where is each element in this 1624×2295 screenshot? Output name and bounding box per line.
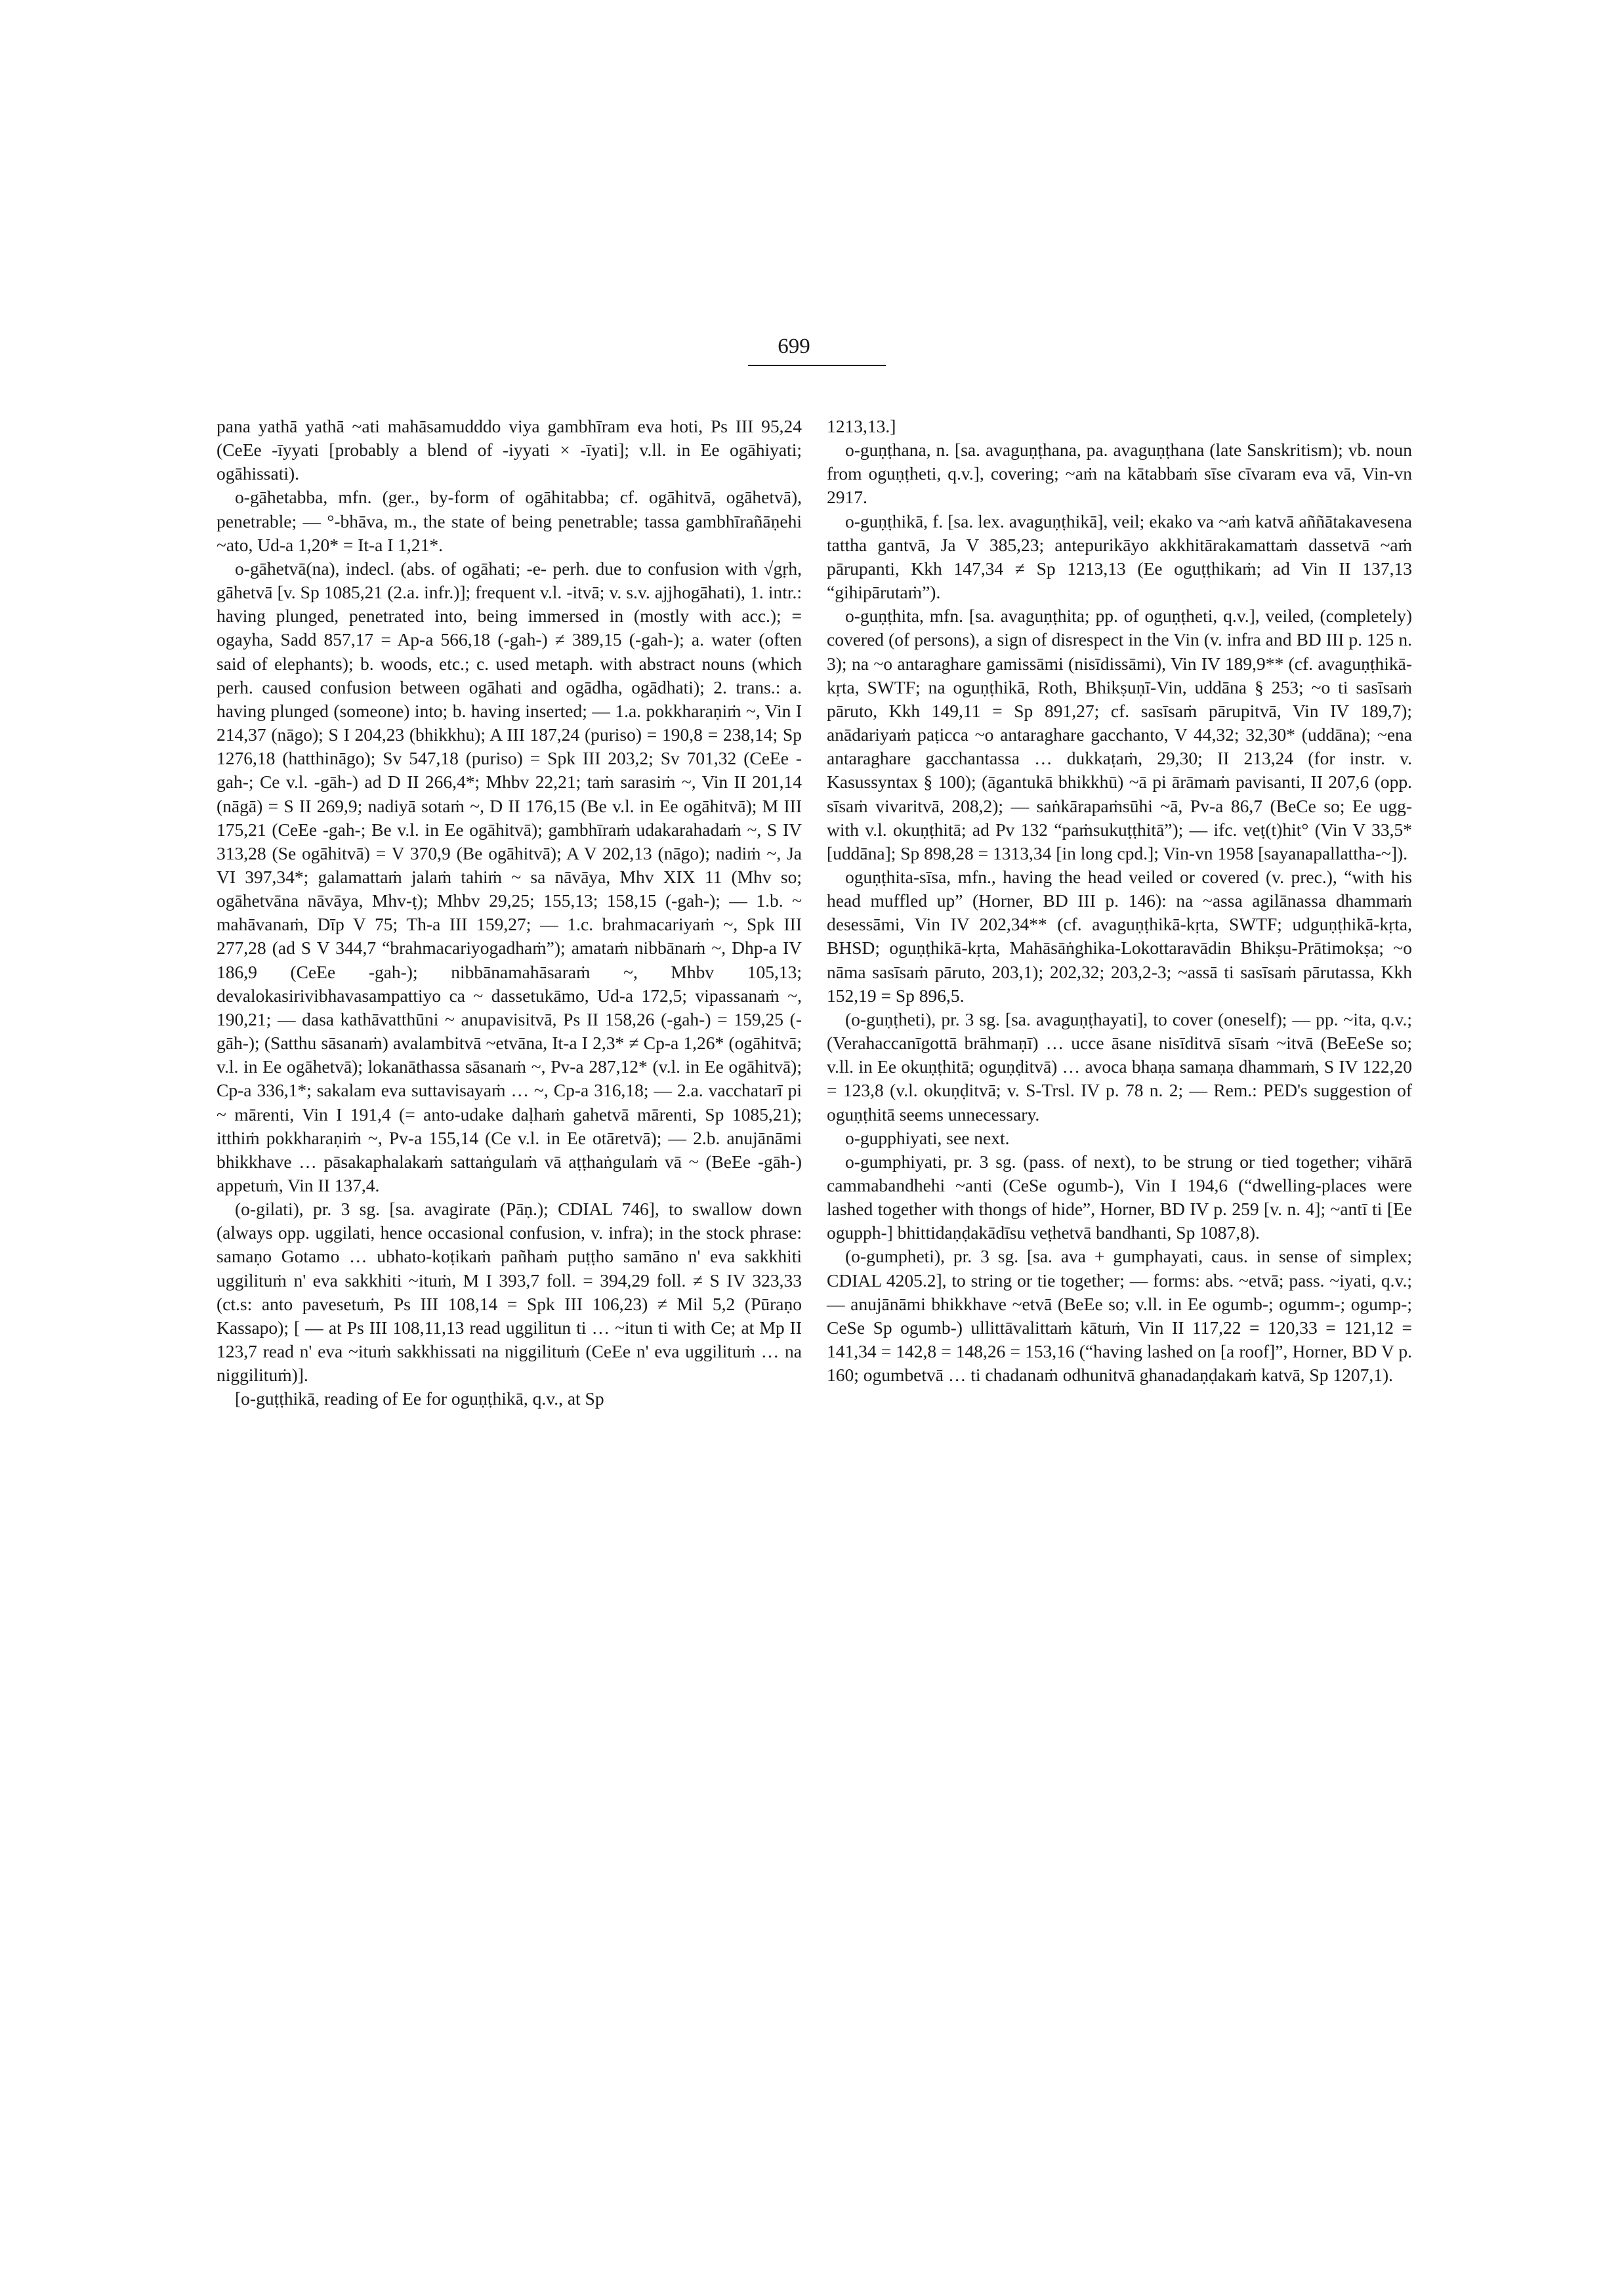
right-paragraph: 1213,13.] [827, 416, 896, 436]
right-paragraph: o-guṇṭhana, n. [sa. avaguṇṭhana, pa. avaguṇṭhana (late Sanskritism); vb. noun from oguṇṭheti, q.v.], covering; ~aṁ na kātabbaṁ sīse cīvaram eva vā, Vin-vn 2917. [827, 440, 1412, 508]
left-paragraph: o-gāhetvā(na), indecl. (abs. of ogāhati; -e- perh. due to confusion with √gṛh, gāhetvā [v. Sp 1085,21 (2.a. infr.)]; frequent v.l. -itvā; v. s.v. ajjhogāhati), 1. intr.: having plunged, penetrated into, being immersed in (mostly with acc.); = ogayha, Sadd 857,17 = Ap-a 566,18 (-gah-) ≠ 389,15 (-gah-); a. water (often said of elephants); b. woods, etc.; c. used metaph. with abstract nouns (which perh. caused confusion between ogāhati and ogādha, ogādhati); 2. trans.: a. having plunged (someone) into; b. having inserted; — 1.a. pokkharaṇiṁ ~, Vin I 214,37 (nāgo); S I 204,23 (bhikkhu); A III 187,24 (puriso) = 190,8 = 238,14; Sp 1276,18 (hatthināgo); Sv 547,18 (puriso) = Spk III 203,2; Sv 701,32 (CeEe -gah-; Ce v.l. -gāh-) ad D II 266,4*; Mhbv 22,21; taṁ sarasiṁ ~, Vin II 201,14 (nāgā) = S II 269,9; nadiyā sotaṁ ~, D II 176,15 (Be v.l. in Ee ogāhitvā); M III 175,21 (CeEe -gah-; Be v.l. in Ee ogāhitvā); gambhīraṁ udakarahadaṁ ~, S IV 313,28 (Se ogāhitvā) = V 370,9 (Be ogāhitvā); A V 202,13 (nāgo); nadiṁ ~, Ja VI 397,34*; galamattaṁ jalaṁ tahiṁ ~ sa nāvāya, Mhv XIX 11 (Mhv so; ogāhetvāna nāvāya, Mhv-ṭ); Mhbv 29,25; 155,13; 158,15 (-gah-); — 1.b. ~ mahāvanaṁ, Dīp V 75; Th-a III 159,27; — 1.c. brahmacariyaṁ ~, Spk III 277,28 (ad S V 344,7 “brahmacariyogadhaṁ”); amataṁ nibbānaṁ ~, Dhp-a IV 186,9 (CeEe -gah-); nibbānamahāsaraṁ ~, Mhbv 105,13; devalokasirivibhavasampattiyo ca ~ dassetukāmo, Ud-a 172,5; vipassanaṁ ~, 190,21; — dasa kathāvatthūni ~ anupavisitvā, Ps II 158,26 (-gah-) = 159,25 (-gāh-); (Satthu sāsanaṁ) avalambitvā ~etvāna, It-a I 2,3* ≠ Cp-a 1,26* (ogāhitvā; v.l. in Ee ogāhetvā); lokanāthassa sāsanaṁ ~, Pv-a 287,12* (v.l. in Ee ogāhitvā); Cp-a 336,1*; sakalam eva suttavisayaṁ … ~, Cp-a 316,18; — 2.a. vacchatarī pi ~ mārenti, Vin I 191,4 (= anto-udake daḷhaṁ gahetvā mārenti, Sp 1085,21); itthiṁ pokkharaṇiṁ ~, Pv-a 155,14 (Ce v.l. in Ee otāretvā); — 2.b. anujānāmi bhikkhave … pāsakaphalakaṁ sattaṅgulaṁ vā aṭṭhaṅgulaṁ vā ~ (BeEe -gāh-) appetuṁ, Vin II 137,4. [217, 558, 802, 1195]
left-paragraph: (o-gilati), pr. 3 sg. [sa. avagirate (Pāṇ.); CDIAL 746], to swallow down (always opp. uggilati, hence occasional confusion, v. infra); in the stock phrase: samaṇo Gotamo … ubhato-koṭikaṁ pañhaṁ puṭṭho samāno n' eva sakkhiti uggilituṁ n' eva sakkhiti ~ituṁ, M I 393,7 foll. = 394,29 foll. ≠ S IV 323,33 (ct.s: anto pavesetuṁ, Ps III 108,14 = Spk III 106,23) ≠ Mil 5,2 (Pūraṇo Kassapo); [ — at Ps III 108,11,13 read uggilitun ti … ~itun ti with Ce; at Mp II 123,7 read n' eva ~ituṁ sakkhissati na niggilituṁ (CeEe n' eva uggilituṁ … na niggilituṁ)]. [217, 1199, 802, 1386]
right-paragraph: (o-guṇṭheti), pr. 3 sg. [sa. avaguṇṭhayati], to cover (oneself); — pp. ~ita, q.v.; (Verahaccanīgottā brāhmaṇī) … ucce āsane nisīditvā sīsaṁ ~itvā (BeEeSe so; v.ll. in Ee okuṇṭhitā; oguṇḍitvā) … avoca bhaṇa samaṇa dhammaṁ, S IV 122,20 = 123,8 (v.l. okuṇḍitvā; v. S-Trsl. IV p. 78 n. 2; — Rem.: PED's suggestion of oguṇṭhitā seems unnecessary. [827, 1008, 1412, 1125]
right-paragraph: o-guṇṭhikā, f. [sa. lex. avaguṇṭhikā], veil; ekako va ~aṁ katvā aññātakavesena tattha gantvā, Ja V 385,23; antepurikāyo akkhitārakamattaṁ dassetvā ~aṁ pārupanti, Kkh 147,34 ≠ Sp 1213,13 (Ee oguṭṭhikaṁ; ad Vin II 137,13 “gihipārutaṁ”). [827, 510, 1412, 603]
left-column [217, 415, 802, 1411]
left-paragraph: o-gāhetabba, mfn. (ger., by-form of ogāhitabba; cf. ogāhitvā, ogāhetvā), penetrable; — °-bhāva, m., the state of being penetrable; tassa gambhīrañāṇehi ~ato, Ud-a 1,20* = It-a I 1,21*. [217, 487, 802, 555]
right-paragraph: o-gupphiyati, see next. [845, 1127, 1010, 1148]
header-rule [748, 365, 886, 366]
left-paragraph: pana yathā yathā ~ati mahāsamudddo viya gambhīram eva hoti, Ps III 95,24 (CeEe -īyyati [probably a blend of -iyyati × -īyati]; v.ll. in Ee ogāhiyati; ogāhissati). [217, 416, 802, 484]
right-column [827, 415, 1412, 1387]
left-paragraph: [o-guṭṭhikā, reading of Ee for oguṇṭhikā, q.v., at Sp [235, 1388, 604, 1409]
right-paragraph: oguṇṭhita-sīsa, mfn., having the head veiled or covered (v. prec.), “with his head muffled up” (Horner, BD III p. 146): na ~assa agilānassa dhammaṁ desessāmi, Vin IV 202,34** (cf. avaguṇṭhikā-kṛta, SWTF; udguṇṭhikā-kṛta, BHSD; oguṇṭhikā-kṛta, Mahāsāṅghika-Lokottaravādin Bhikṣu-Prātimokṣa; ~o nāma sasīsaṁ pāruto, 203,1); 202,32; 203,2-3; ~assā ti sasīsaṁ pārutassa, Kkh 152,19 = Sp 896,5. [827, 866, 1412, 1006]
page-number: 699 [778, 335, 810, 358]
right-paragraph: o-guṇṭhita, mfn. [sa. avaguṇṭhita; pp. of oguṇṭheti, q.v.], veiled, (completely) covered (of persons), a sign of disrespect in the Vin (v. infra and BD III p. 125 n. 3); na ~o antaraghare gamissāmi (nisīdissāmi), Vin IV 189,9** (cf. avaguṇṭhikā-kṛta, SWTF; na oguṇṭhikā, Roth, Bhikṣuṇī-Vin, uddāna § 253; ~o ti sasīsaṁ pāruto, Kkh 149,11 = Sp 891,27; cf. sasīsaṁ pārupitvā, Vin IV 189,7); anādariyaṁ paṭicca ~o antaraghare gacchanto, V 44,32; 32,30* (uddāna); ~ena antaraghare gacchantassa … dukkaṭaṁ, 29,30; II 213,24 (for instr. v. Kasussyntax § 100); (āgantukā bhikkhū) ~ā pi ārāmaṁ pavisanti, II 207,6 (opp. sīsaṁ vivaritvā, 208,2); — saṅkārapaṁsūhi ~ā, Pv-a 86,7 (BeCe so; Ee ugg- with v.l. okuṇṭhitā; ad Pv 132 “paṁsukuṭṭhitā”); — ifc. veṭ(t)hit° (Vin V 33,5* [uddāna]; Sp 898,28 = 1313,34 [in long cpd.]; Vin-vn 1958 [sayanapallattha-~]). [827, 606, 1412, 863]
right-paragraph: (o-gumpheti), pr. 3 sg. [sa. ava + gumphayati, caus. in sense of simplex; CDIAL 4205.2], to string or tie together; — forms: abs. ~etvā; pass. ~iyati, q.v.; — anujānāmi bhikkhave ~etvā (BeEe so; v.ll. in Ee ogumb-; ogumm-; ogump-; CeSe Sp ogumb-) ullittāvalittaṁ kātuṁ, Vin II 117,22 = 120,33 = 121,12 = 141,34 = 142,8 = 148,26 = 153,16 (“having lashed on [a roof]”, Horner, BD V p. 160; ogumbetvā … ti chadanaṁ odhunitvā ghanadaṇḍakaṁ katvā, Sp 1207,1). [827, 1246, 1412, 1386]
right-paragraph: o-gumphiyati, pr. 3 sg. (pass. of next), to be strung or tied together; vihārā cammabandhehi ~anti (CeSe ogumb-), Vin I 194,6 (“dwelling-places were lashed together with thongs of hide”, Horner, BD IV p. 259 [v. n. 4]; ~antī ti [Ee ogupph-] bhittidaṇḍakādīsu veṭhetvā bandhanti, Sp 1087,8). [827, 1151, 1412, 1243]
